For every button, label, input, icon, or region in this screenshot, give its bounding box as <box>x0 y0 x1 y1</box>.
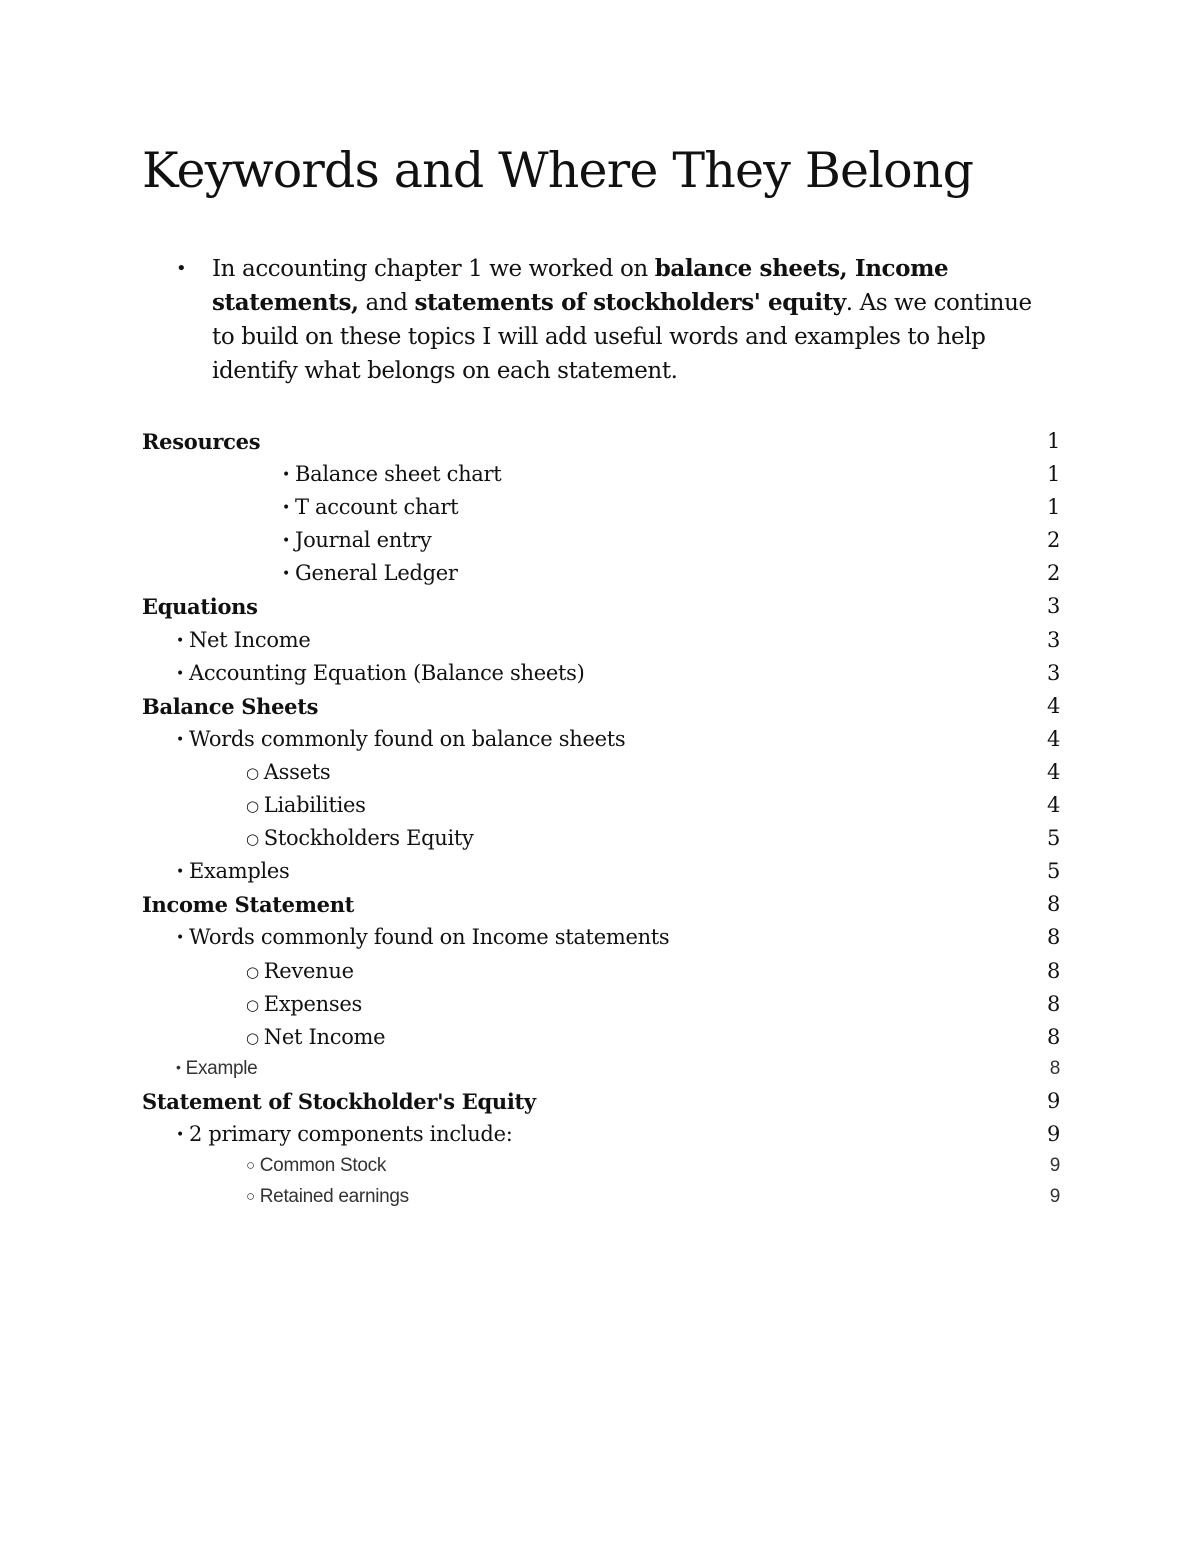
toc-entry[interactable] <box>142 526 1060 559</box>
toc-entry-text: Assets <box>263 759 331 784</box>
toc-page-number[interactable]: 5 <box>1046 859 1060 884</box>
hollow-bullet-icon: ○ <box>246 1028 259 1047</box>
toc-entry-text: T account chart <box>294 495 459 520</box>
toc-page-number[interactable]: 9 <box>1046 1121 1060 1146</box>
bullet-icon: • <box>282 500 290 517</box>
toc-entry-text: 2 primary components include: <box>188 1121 513 1146</box>
toc-page-number[interactable]: 3 <box>1046 594 1060 619</box>
toc-entry[interactable] <box>142 1087 1060 1120</box>
toc-entry-text: Expenses <box>263 991 362 1016</box>
toc-entry-text: Resources <box>142 429 261 454</box>
bullet-icon: • <box>176 1058 181 1075</box>
toc-entry[interactable] <box>142 824 1060 857</box>
toc-entry[interactable] <box>142 1153 1060 1184</box>
toc-entry[interactable] <box>142 1120 1060 1153</box>
hollow-bullet-icon: ○ <box>246 1156 255 1174</box>
bullet-icon: • <box>282 533 290 550</box>
toc-entry[interactable] <box>142 493 1060 526</box>
toc-entry[interactable] <box>142 890 1060 923</box>
hollow-bullet-icon: ○ <box>246 995 259 1014</box>
toc-entry-label[interactable] <box>176 661 585 685</box>
toc-entry-text: Net Income <box>263 1024 386 1049</box>
toc-page-number[interactable]: 3 <box>1046 627 1060 652</box>
toc-entry-label[interactable] <box>142 1089 536 1114</box>
toc-entry-text: Retained earnings <box>259 1185 409 1207</box>
toc-entry[interactable] <box>142 427 1060 460</box>
toc-entry-text: Net Income <box>188 627 311 652</box>
bullet-icon: • <box>176 864 184 881</box>
toc-page-number[interactable]: 4 <box>1046 793 1060 818</box>
hollow-bullet-icon: ○ <box>246 797 259 816</box>
toc-entry-label[interactable] <box>246 959 354 983</box>
toc-entry-label[interactable] <box>176 925 669 949</box>
toc-entry-text: General Ledger <box>294 561 458 586</box>
toc-entry-text: Stockholders Equity <box>263 826 474 851</box>
toc-page-number[interactable]: 2 <box>1046 561 1060 586</box>
intro-text-3: . As we continue to build on these topics I will add useful words and examples to help identify what belongs on each statement. <box>212 290 1032 384</box>
toc-entry-label[interactable] <box>246 1155 386 1177</box>
bullet-icon: • <box>176 731 184 748</box>
toc-page-number[interactable]: 4 <box>1046 759 1060 784</box>
toc-page-number[interactable]: 9 <box>1046 1088 1060 1113</box>
toc-entry-label[interactable] <box>282 528 431 552</box>
toc-page-number[interactable]: 1 <box>1046 462 1060 487</box>
toc-page-number[interactable]: 8 <box>1046 925 1060 950</box>
toc-entry[interactable] <box>142 626 1060 659</box>
toc-entry[interactable] <box>142 1056 1060 1087</box>
toc-entry[interactable] <box>142 923 1060 956</box>
toc-entry-text: Accounting Equation (Balance sheets) <box>188 660 585 685</box>
table-of-contents <box>142 427 1060 1215</box>
intro-bold-2: statements of stockholders' equity <box>414 289 846 316</box>
hollow-bullet-icon: ○ <box>246 830 259 849</box>
toc-entry[interactable] <box>142 460 1060 493</box>
toc-entry[interactable] <box>142 857 1060 890</box>
toc-entry-text: Equations <box>142 594 258 620</box>
toc-entry[interactable] <box>142 725 1060 758</box>
page-title: Keywords and Where They Belong <box>142 142 974 199</box>
toc-page-number[interactable]: 8 <box>1046 892 1060 917</box>
toc-entry-label[interactable] <box>246 1186 409 1208</box>
toc-entry-text: Revenue <box>263 958 354 983</box>
bullet-icon: • <box>282 467 290 484</box>
toc-entry-label[interactable] <box>282 495 458 519</box>
toc-page-number[interactable]: 4 <box>1046 693 1060 718</box>
toc-entry-text: Words commonly found on balance sheets <box>188 726 626 751</box>
toc-entry[interactable] <box>142 1184 1060 1215</box>
toc-entry-label[interactable] <box>246 760 330 784</box>
toc-entry-text: Liabilities <box>263 793 366 818</box>
toc-page-number[interactable]: 9 <box>1049 1185 1060 1207</box>
toc-entry-text: Balance Sheets <box>142 693 319 719</box>
toc-entry[interactable] <box>142 559 1060 592</box>
toc-entry[interactable] <box>142 659 1060 692</box>
toc-entry[interactable] <box>142 1023 1060 1056</box>
intro-bullet-item <box>176 252 1056 388</box>
bullet-icon: • <box>176 930 184 947</box>
bullet-icon: • <box>282 566 290 583</box>
toc-page-number[interactable]: 1 <box>1046 429 1060 453</box>
toc-entry[interactable] <box>142 791 1060 824</box>
toc-entry-label[interactable] <box>176 1058 257 1080</box>
toc-page-number[interactable]: 8 <box>1046 1024 1060 1049</box>
toc-entry[interactable] <box>142 758 1060 791</box>
toc-entry-label[interactable] <box>142 694 318 719</box>
intro-paragraph <box>212 252 1056 388</box>
hollow-bullet-icon: ○ <box>246 1187 255 1205</box>
toc-entry-text: Journal entry <box>294 528 432 553</box>
intro-text-2: and <box>358 290 415 316</box>
toc-entry[interactable] <box>142 957 1060 990</box>
toc-entry-label[interactable] <box>142 892 354 917</box>
toc-page-number[interactable]: 8 <box>1049 1057 1060 1079</box>
toc-entry-label[interactable] <box>142 429 260 454</box>
toc-page-number[interactable]: 1 <box>1046 495 1060 520</box>
toc-entry-label[interactable] <box>282 561 458 585</box>
toc-entry-label[interactable] <box>142 594 258 619</box>
toc-entry[interactable] <box>142 990 1060 1023</box>
toc-entry-text: Income Statement <box>142 892 355 918</box>
bullet-icon: • <box>176 632 184 649</box>
toc-entry-label[interactable] <box>176 628 310 652</box>
toc-entry-text: Balance sheet chart <box>294 462 502 487</box>
hollow-bullet-icon: ○ <box>246 763 259 782</box>
bullet-icon: • <box>176 258 187 279</box>
toc-page-number[interactable]: 9 <box>1049 1154 1060 1176</box>
toc-entry[interactable] <box>142 592 1060 625</box>
toc-entry-label[interactable] <box>246 826 474 850</box>
bullet-icon: • <box>176 1126 184 1143</box>
toc-entry-label[interactable] <box>246 1025 385 1049</box>
toc-entry-label[interactable] <box>176 859 290 883</box>
intro-bold-1: balance sheets, Income statements, <box>212 255 949 316</box>
toc-page-number[interactable]: 8 <box>1046 991 1060 1016</box>
toc-entry-text: Common Stock <box>259 1154 387 1176</box>
toc-entry-label[interactable] <box>176 1122 512 1146</box>
toc-entry-label[interactable] <box>176 727 625 751</box>
toc-entry-label[interactable] <box>246 992 362 1016</box>
toc-entry-text: Examples <box>188 859 290 884</box>
toc-page-number[interactable]: 2 <box>1046 528 1060 553</box>
toc-entry-label[interactable] <box>246 793 366 817</box>
toc-page-number[interactable]: 5 <box>1046 826 1060 851</box>
toc-page-number[interactable]: 8 <box>1046 958 1060 983</box>
toc-entry-label[interactable] <box>282 462 501 486</box>
hollow-bullet-icon: ○ <box>246 962 259 981</box>
bullet-icon: • <box>176 665 184 682</box>
toc-entry-text: Words commonly found on Income statements <box>188 925 670 950</box>
toc-entry-text: Statement of Stockholder's Equity <box>142 1088 536 1114</box>
intro-text-1: In accounting chapter 1 we worked on <box>212 256 655 282</box>
toc-entry-text: Example <box>185 1057 258 1079</box>
toc-page-number[interactable]: 3 <box>1046 660 1060 685</box>
toc-page-number[interactable]: 4 <box>1046 726 1060 751</box>
toc-entry[interactable] <box>142 692 1060 725</box>
